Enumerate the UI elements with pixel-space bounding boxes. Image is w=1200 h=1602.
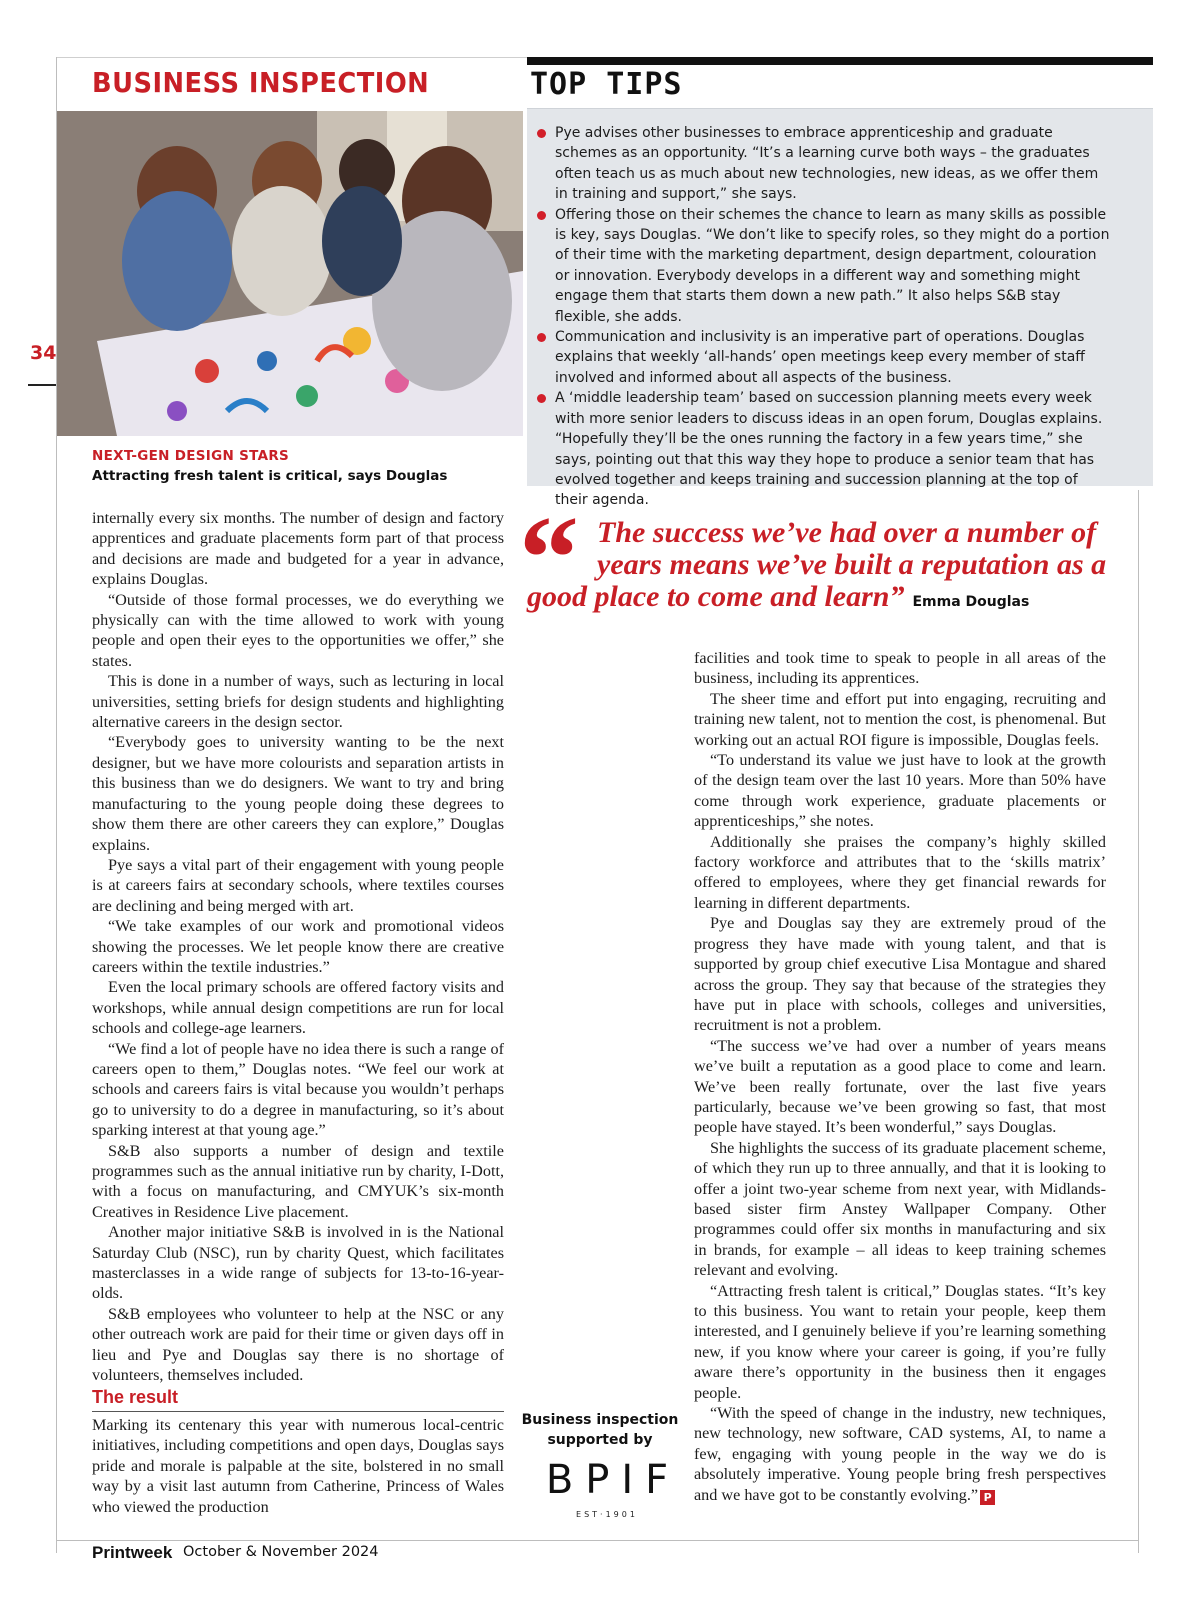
bullet-icon	[537, 333, 546, 342]
paragraph: Pye and Douglas say they are extremely proud of the progress they have made with young talent, and that is supported by group chief executive Lisa Montague and shared across the group. They say that because of the strategies they have put in place with schools, colleges and universities, recruitment is not a problem.	[694, 914, 1106, 1035]
top-tips-title: TOP TIPS	[530, 67, 683, 102]
tip-item: A ‘middle leadership team’ based on succession planning meets every week with more senior leaders to discuss ideas in an open forum, Douglas explains. “Hopefully they’ll be the ones running the factory in a few years time,” she says, pointing out that this way they hope to produce a senior team that has evolved together and keeps training and succession planning at the top of their agenda.	[537, 388, 1112, 510]
bullet-icon	[537, 394, 546, 403]
pull-quote	[527, 517, 1127, 618]
bullet-icon	[537, 211, 546, 220]
result-heading: The result	[92, 1387, 179, 1407]
frame-bottom-rule	[56, 1540, 1139, 1541]
pull-quote-line: years means we’ve built a reputation as a	[597, 548, 1107, 581]
paragraph: She highlights the success of its graduate placement scheme, of which they run up to three annually, and that it is looking to offer a joint two-year scheme from next year, with Midlands-based sister firm Anstey Wallpaper Company. Other programmes could offer six months in manufacturing and six in brands, for example – all ideas to keep training schemes relevant and evolving.	[694, 1138, 1106, 1280]
paragraph: “Everybody goes to university wanting to be the next designer, but we have more colourists and separation artists in this business than we do designers. We want to try and bring manufacturing to the young people doing these degrees to show them there are other careers they can explore,” Douglas explains.	[92, 733, 504, 854]
result-paragraph-block	[92, 1415, 504, 1517]
top-tips-list	[537, 123, 1112, 511]
tip-item: Communication and inclusivity is an imperative part of operations. Douglas explains that weekly ‘all-hands’ open meetings keep every member of staff involved and informed about all aspects of the business.	[537, 327, 1112, 388]
paragraph: Marking its centenary this year with numerous local-centric initiatives, including competitions and open days, Douglas says pride and morale is palpable at the site, bolstered in no small way by a visit last autumn from Catherine, Princess of Wales who viewed the production	[92, 1416, 504, 1516]
pull-quote-line: The success we’ve had over a number of	[597, 516, 1097, 549]
tip-item: Offering those on their schemes the chance to learn as many skills as possible is key, says Douglas. “We don’t like to specify roles, so they might do a portion of their time with the marketing department, design department, colouration or innovation. Everybody develops in a different way and something might engage them that starts them down a new path.” It also helps S&B stay flexible, she adds.	[537, 205, 1112, 327]
paragraph: The sheer time and effort put into engaging, recruiting and training new talent, not to mention the cost, is phenomenal. But working out an actual ROI figure is impossible, Douglas feels.	[694, 689, 1106, 749]
article-photo	[57, 111, 523, 436]
paragraph: This is done in a number of ways, such as lecturing in local universities, setting briefs for design students and highlighting alternative careers in the design sector.	[92, 672, 504, 732]
body-column-1	[92, 508, 504, 1385]
body-column-2	[694, 648, 1106, 1505]
page-number-rule	[28, 384, 56, 386]
quote-mark-icon: “	[519, 491, 579, 624]
frame-right-rule	[1138, 490, 1139, 1553]
paragraph: facilities and took time to speak to people in all areas of the business, including its apprentices.	[694, 649, 1106, 688]
paragraph: “The success we’ve had over a number of years means we’ve built a reputation as a good place to come and learn. We’ve been really fortunate, over the last five years particularly, because we’ve been growing so fast, that most people have stayed. It’s been wonderful,” says Douglas.	[694, 1036, 1106, 1137]
caption-heading: NEXT-GEN DESIGN STARS	[92, 448, 290, 464]
pull-quote-line: good place to come and learn”	[527, 580, 905, 613]
section-label: BUSINESS INSPECTION	[92, 66, 430, 99]
footer-brand: Printweek	[92, 1543, 173, 1562]
sponsor-text: Business inspection supported by	[521, 1412, 679, 1448]
paragraph: “To understand its value we just have to look at the growth of the design team over the last 10 years. More than 50% have come through work experience, graduate placements or apprenticeships,” she notes.	[694, 751, 1106, 831]
paragraph: Even the local primary schools are offered factory visits and workshops, while annual design competitions are run for local schools and college-age learners.	[92, 978, 504, 1038]
end-mark-icon: P	[980, 1490, 995, 1505]
footer-date: October & November 2024	[183, 1544, 379, 1560]
bpif-logo: BPIF	[545, 1457, 681, 1503]
paragraph: Additionally she praises the company’s highly skilled factory workforce and attributes that to the ‘skills matrix’ offered to employees, where they get financial rewards for learning in different departments.	[694, 832, 1106, 912]
paragraph: S&B employees who volunteer to help at the NSC or any other outreach work are paid for their time or given days off in lieu and Pye and Douglas say there is no shortage of volunteers, themselves included.	[92, 1304, 504, 1385]
paragraph: “We find a lot of people have no idea there is such a range of careers open to them,” Douglas notes. “We feel our work at schools and careers fairs is vital because you wouldn’t perhaps go to university to do a degree in manufacturing, so it’s about sparking interest at that young age.”	[92, 1039, 504, 1140]
paragraph: “We take examples of our work and promotional videos showing the processes. We let people know there are creative careers within the textile industries.”	[92, 917, 504, 976]
paragraph: “With the speed of change in the industry, new techniques, new technology, new software, CAD systems, AI, to name a few, engaging with young people in the way we do is absolutely imperative. Young people bring fresh perspectives and we have got to be constantly evolving.” P	[694, 1404, 1106, 1504]
top-tips-bar	[527, 57, 1153, 65]
paragraph: Another major initiative S&B is involved in is the National Saturday Club (NSC), run by charity Quest, which facilitates masterclasses in a wide range of subjects for 13-to-16-year-olds.	[92, 1223, 504, 1303]
paragraph: “Outside of those formal processes, we do everything we physically can with the time allowed to work with young people and open their eyes to the opportunities we offer,” she states.	[92, 590, 504, 670]
paragraph: Pye says a vital part of their engagement with young people is at careers fairs at secondary schools, where textiles courses are declining and being merged with art.	[92, 855, 504, 915]
pull-quote-attribution: Emma Douglas	[912, 594, 1030, 610]
tip-item: Pye advises other businesses to embrace apprenticeship and graduate schemes as an opportunity. “It’s a learning curve both ways – the graduates often teach us as much about new technologies, new ideas, as we offer them in training and support,” she says.	[537, 123, 1112, 205]
bpif-established: EST·1901	[576, 1510, 638, 1519]
page-number: 34	[30, 342, 57, 364]
paragraph: S&B also supports a number of design and textile programmes such as the annual initiative run by charity, I-Dott, with a focus on manufacturing, and CMYUK’s six-month Creatives in Residence Live placement.	[92, 1141, 504, 1221]
caption-text: Attracting fresh talent is critical, says Douglas	[92, 468, 448, 484]
result-rule	[92, 1411, 504, 1412]
paragraph: internally every six months. The number of design and factory apprentices and graduate placements form part of that process and decisions are made and budgeted for a year in advance, explains Douglas.	[92, 509, 504, 589]
bullet-icon	[537, 129, 546, 138]
paragraph: “Attracting fresh talent is critical,” Douglas states. “It’s key to this business. You want to retain your people, keep them interested, and I genuinely believe if you’re learning something new, if you know where your career is going, if you’re fully aware there’s opportunity in the business then it engages people.	[694, 1281, 1106, 1402]
